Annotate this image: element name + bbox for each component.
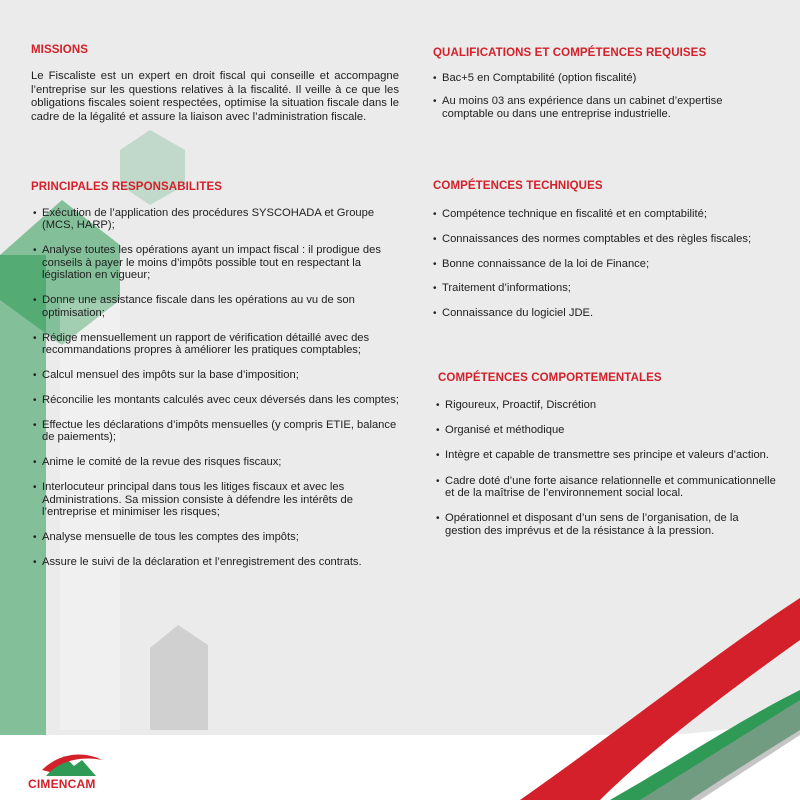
list-item: • Interlocuteur principal dans tous les litiges fiscaux et avec les Administrations. Sa mission consiste à défendre les intérêts de l’entreprise et minimiser les risques; [33, 481, 408, 518]
list-item: • Cadre doté d’une forte aisance relationnelle et communicationnelle et de la maîtrise de l’environnement social local. [436, 475, 776, 500]
responsibilities-list [33, 207, 408, 581]
list-item: • Organisé et méthodique [436, 424, 776, 436]
list-item: • Intègre et capable de transmettre ses principe et valeurs d’action. [436, 449, 776, 461]
behavioral-skills-list [436, 399, 776, 550]
list-item: • Assure le suivi de la déclaration et l’enregistrement des contrats. [33, 556, 408, 568]
list-item: • Anime le comité de la revue des risques fiscaux; [33, 456, 408, 468]
technical-skills-list [433, 208, 768, 332]
list-item: • Exécution de l’application des procédures SYSCOHADA et Groupe (MCS, HARP); [33, 207, 408, 232]
list-item: • Analyse toutes les opérations ayant un impact fiscal : il prodigue des conseils à payer le moins d’impôts possible tout en respectant la législation en vigueur; [33, 244, 408, 281]
list-item: • Au moins 03 ans expérience dans un cabinet d’expertise comptable ou dans une entreprise industrielle. [433, 95, 768, 120]
company-logo-text: CIMENCAM [28, 777, 96, 791]
responsibilities-heading: PRINCIPALES RESPONSABILITES [31, 181, 222, 193]
list-item: • Opérationnel et disposant d’un sens de l’organisation, de la gestion des imprévus et de la résistance à la pression. [436, 512, 776, 537]
technical-skills-heading: COMPÉTENCES TECHNIQUES [433, 180, 603, 192]
list-item: • Connaissance du logiciel JDE. [433, 307, 768, 319]
list-item: • Donne une assistance fiscale dans les opérations au vu de son optimisation; [33, 294, 408, 319]
missions-heading: MISSIONS [31, 44, 89, 56]
list-item: • Rédige mensuellement un rapport de vérification détaillé avec des recommandations propres à améliorer les pratiques comptables; [33, 332, 408, 357]
qualifications-list [433, 72, 768, 131]
list-item: • Effectue les déclarations d’impôts mensuelles (y compris ETIE, balance de paiements); [33, 419, 408, 444]
list-item: • Compétence technique en fiscalité et en comptabilité; [433, 208, 768, 220]
list-item: • Connaissances des normes comptables et des règles fiscales; [433, 233, 768, 245]
qualifications-heading: QUALIFICATIONS ET COMPÉTENCES REQUISES [433, 47, 707, 59]
list-item: • Rigoureux, Proactif, Discrétion [436, 399, 776, 411]
missions-text: Le Fiscaliste est un expert en droit fiscal qui conseille et accompagne l’entreprise sur les questions relatives à la fiscalité. Il veille à ce que les obligations fiscales soient respectées, optimise la situation fiscale dans le cadre de la légalité et assure la liaison avec l’administration fiscale. [31, 70, 399, 123]
list-item: • Calcul mensuel des impôts sur la base d’imposition; [33, 369, 408, 381]
list-item: • Bac+5 en Comptabilité (option fiscalité) [433, 72, 768, 84]
list-item: • Réconcilie les montants calculés avec ceux déversés dans les comptes; [33, 394, 408, 406]
behavioral-skills-heading: COMPÉTENCES COMPORTEMENTALES [438, 372, 662, 384]
list-item: • Traitement d’informations; [433, 282, 768, 294]
list-item: • Analyse mensuelle de tous les comptes des impôts; [33, 531, 408, 543]
list-item: • Bonne connaissance de la loi de Finance; [433, 258, 768, 270]
